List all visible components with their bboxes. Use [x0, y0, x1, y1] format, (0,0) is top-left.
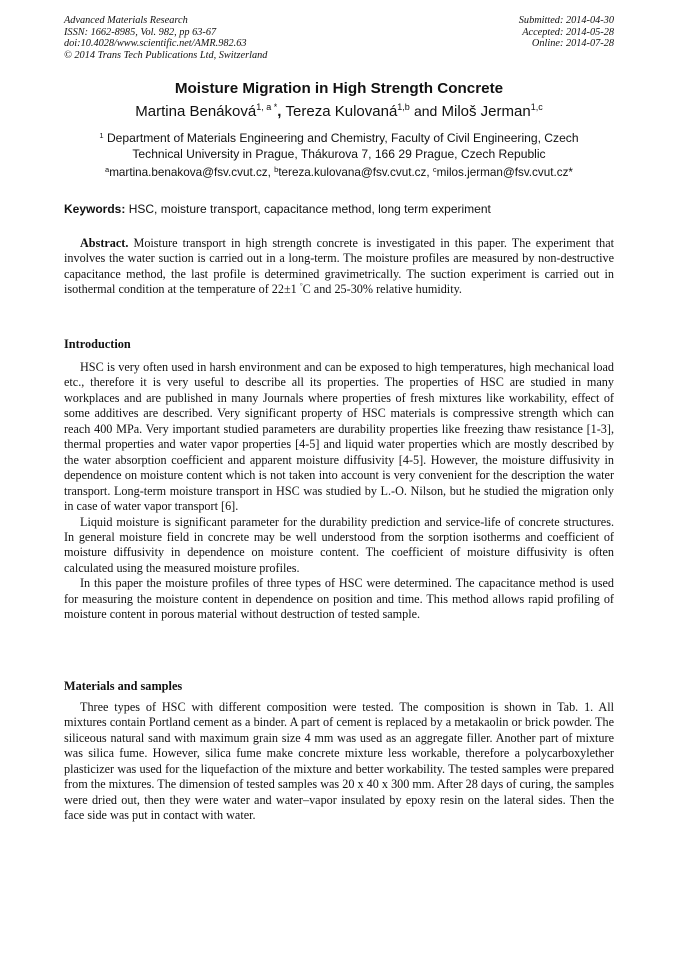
materials-heading: Materials and samples	[64, 679, 183, 693]
journal-copyright: © 2014 Trans Tech Publications Ltd, Switzerland	[64, 49, 268, 61]
email-link[interactable]: tereza.kulovana@fsv.cvut.cz,	[278, 166, 433, 179]
affiliation-line-1: Department of Materials Engineering and Chemistry, Faculty of Civil Engineering, Czech	[106, 131, 579, 145]
paragraph: Liquid moisture is significant parameter for the durability prediction and service-life of concrete structures. In general moisture field in concrete may be well understood from the sorption isotherms and coefficient of moisture diffusivity in dependence on moisture content. The coefficient of moisture diffusivity is often calculated using the measured moisture profiles.	[64, 514, 614, 575]
paper-title: Moisture Migration in High Strength Concrete	[174, 80, 504, 97]
keywords	[64, 202, 614, 216]
online-date: Online: 2014-07-28	[531, 38, 614, 50]
journal-doi: doi:10.4028/www.scientific.net/AMR.982.63	[64, 38, 247, 50]
email-mark: b	[274, 165, 279, 174]
submitted-date: Submitted: 2014-04-30	[518, 15, 614, 26]
journal-name: Advanced Materials Research	[64, 15, 188, 26]
author-affiliation-mark: 1, a *	[256, 102, 278, 112]
introduction-body	[64, 360, 614, 623]
author-separator: ,	[277, 103, 286, 120]
journal-info	[64, 15, 267, 61]
publication-dates	[519, 15, 614, 50]
email-mark: c	[432, 165, 437, 174]
paragraph: In this paper the moisture profiles of three types of HSC were determined. The capacitance method is used for measuring the moisture content in dependence on position and time. This method allows rapid profiling of moisture content in porous material without destruction of tested sample.	[64, 576, 614, 622]
affiliation-line-2: Technical University in Prague, Thákurova 7, 166 29 Prague, Czech Republic	[132, 146, 546, 161]
author-affiliation-mark: 1,c	[530, 102, 543, 112]
materials-body	[64, 700, 614, 824]
abstract-text: Moisture transport in high strength concrete is investigated in this paper. The experiment that involves the water suction is carried out in a long-term. The moisture profiles are measured by non-destructive capacitance method, the last profile is determined gravimetrically. The suction experiment is carried out in isothermal condition at the temperature of 22±1	[64, 236, 614, 297]
affiliation-mark: 1	[99, 131, 104, 140]
author-name: Martina Benáková	[135, 103, 257, 120]
keywords-label: Keywords:	[64, 202, 126, 216]
email-link[interactable]: martina.benakova@fsv.cvut.cz,	[109, 166, 275, 179]
introduction-heading: Introduction	[64, 337, 131, 351]
abstract-label: Abstract.	[80, 236, 129, 250]
author-emails	[0, 166, 678, 179]
degree-symbol: °	[299, 282, 303, 291]
author-name: Miloš Jerman	[441, 103, 531, 120]
abstract	[64, 236, 614, 298]
author-list	[0, 103, 678, 120]
journal-issn: ISSN: 1662-8985, Vol. 982, pp 63-67	[64, 26, 217, 38]
email-link[interactable]: milos.jerman@fsv.cvut.cz*	[436, 166, 573, 179]
author-and: and	[413, 103, 438, 119]
keywords-text: HSC, moisture transport, capacitance method, long term experiment	[125, 202, 491, 216]
author-affiliation-mark: 1,b	[397, 102, 410, 112]
author-name: Tereza Kulovaná	[285, 103, 398, 120]
paragraph: HSC is very often used in harsh environment and can be exposed to high temperatures, high mechanical load etc., therefore it is very useful to describe all its properties. The properties of HSC are studied in many workplaces and are published in many Journals where properties of fresh mixtures like workability, effect of some additives are described. Very significant property of HSC materials is compressive strength which can reach 400 MPa. Very important studied parameters are durability properties like freezing thaw resistance [1-3], thermal properties and water vapor properties [4-5] and liquid water properties which are mostly described by the water absorption coefficient and apparent moisture diffusivity [4-5]. However, the moisture diffusivity in dependence on moisture content which is not taken into account is very convenient for the description the water transport. Long-term moisture transport in HSC was studied by L.-O. Nilson, but he studied the migration only in case of water vapor transport [6].	[64, 360, 614, 514]
affiliation	[64, 131, 614, 162]
paragraph: Three types of HSC with different composition were tested. The composition is shown in Tab. 1. All mixtures contain Portland cement as a binder. A part of cement is replaced by a metakaolin or brick powder. The siliceous natural sand with maximum grain size 4 mm was used as an aggregate filler. Another part of mixture was silica fume. However, silica fume make concrete mixture less workable, therefore a polycarboxylether plasticizer was used for the liquefaction of the mixture and better workability. The tested samples were prepared from the mixtures. The dimension of tested samples was 20 x 40 x 300 mm. After 28 days of curing, the samples were dried out, then they were water and water–vapor insulated by epoxy resin on the lateral sides. Then the face side was put in contact with water.	[64, 700, 614, 823]
abstract-tail: C and 25-30% relative humidity.	[302, 282, 462, 297]
email-mark: a	[105, 165, 110, 174]
accepted-date: Accepted: 2014-05-28	[522, 26, 614, 38]
